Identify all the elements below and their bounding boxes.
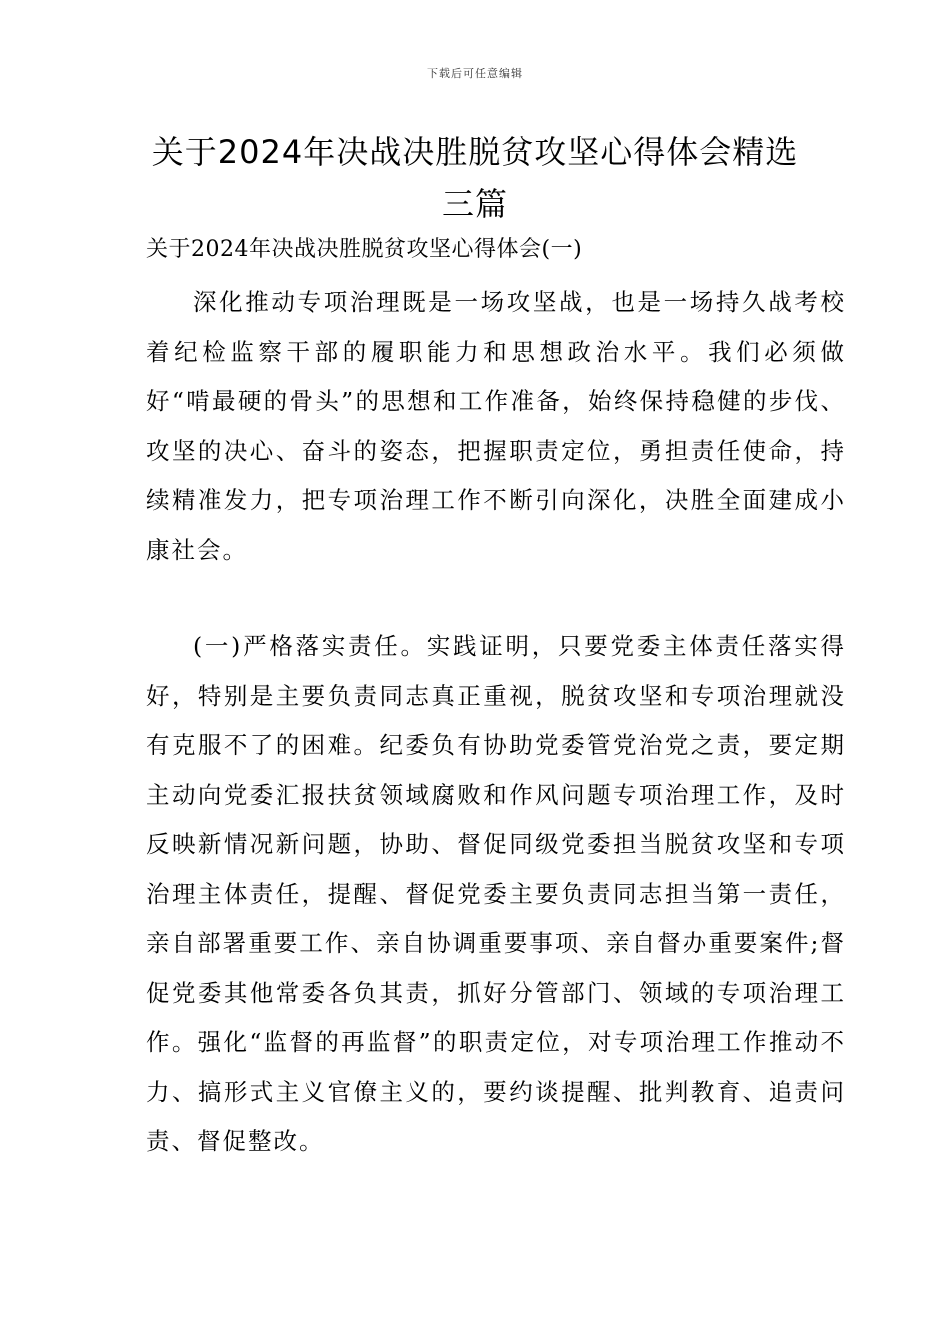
paragraph-intro: 深化推动专项治理既是一场攻坚战，也是一场持久战考校着纪检监察干部的履职能力和思想政治水平。我们必须做好“啃最硬的骨头”的思想和工作准备，始终保持稳健的步伐、攻坚的决心、奋斗的姿态，把握职责定位，勇担责任使命，持续精准发力，把专项治理工作不断引向深化，决胜全面建成小康社会。	[146, 288, 846, 564]
page-header-note: 下载后可任意编辑	[427, 67, 523, 80]
section-title: 关于2024年决战决胜脱贫攻坚心得体会(一)	[146, 237, 583, 262]
document-title: 关于2024年决战决胜脱贫攻坚心得体会精选三篇	[151, 133, 799, 223]
document-body	[146, 230, 846, 1167]
paragraph-responsibility: (一)严格落实责任。实践证明，只要党委主体责任落实得好，特别是主要负责同志真正重视，脱贫攻坚和专项治理就没有克服不了的困难。纪委负有协助党委管党治党之责，要定期主动向党委汇报扶贫领域腐败和作风问题专项治理工作，及时反映新情况新问题，协助、督促同级党委担当脱贫攻坚和专项治理主体责任，提醒、督促党委主要负责同志担当第一责任，亲自部署重要工作、亲自协调重要事项、亲自督办重要案件;督促党委其他常委各负其责，抓好分管部门、领域的专项治理工作。强化“监督的再监督”的职责定位，对专项治理工作推动不力、搞形式主义官僚主义的，要约谈提醒、批判教育、追责问责、督促整改。	[146, 632, 846, 1155]
